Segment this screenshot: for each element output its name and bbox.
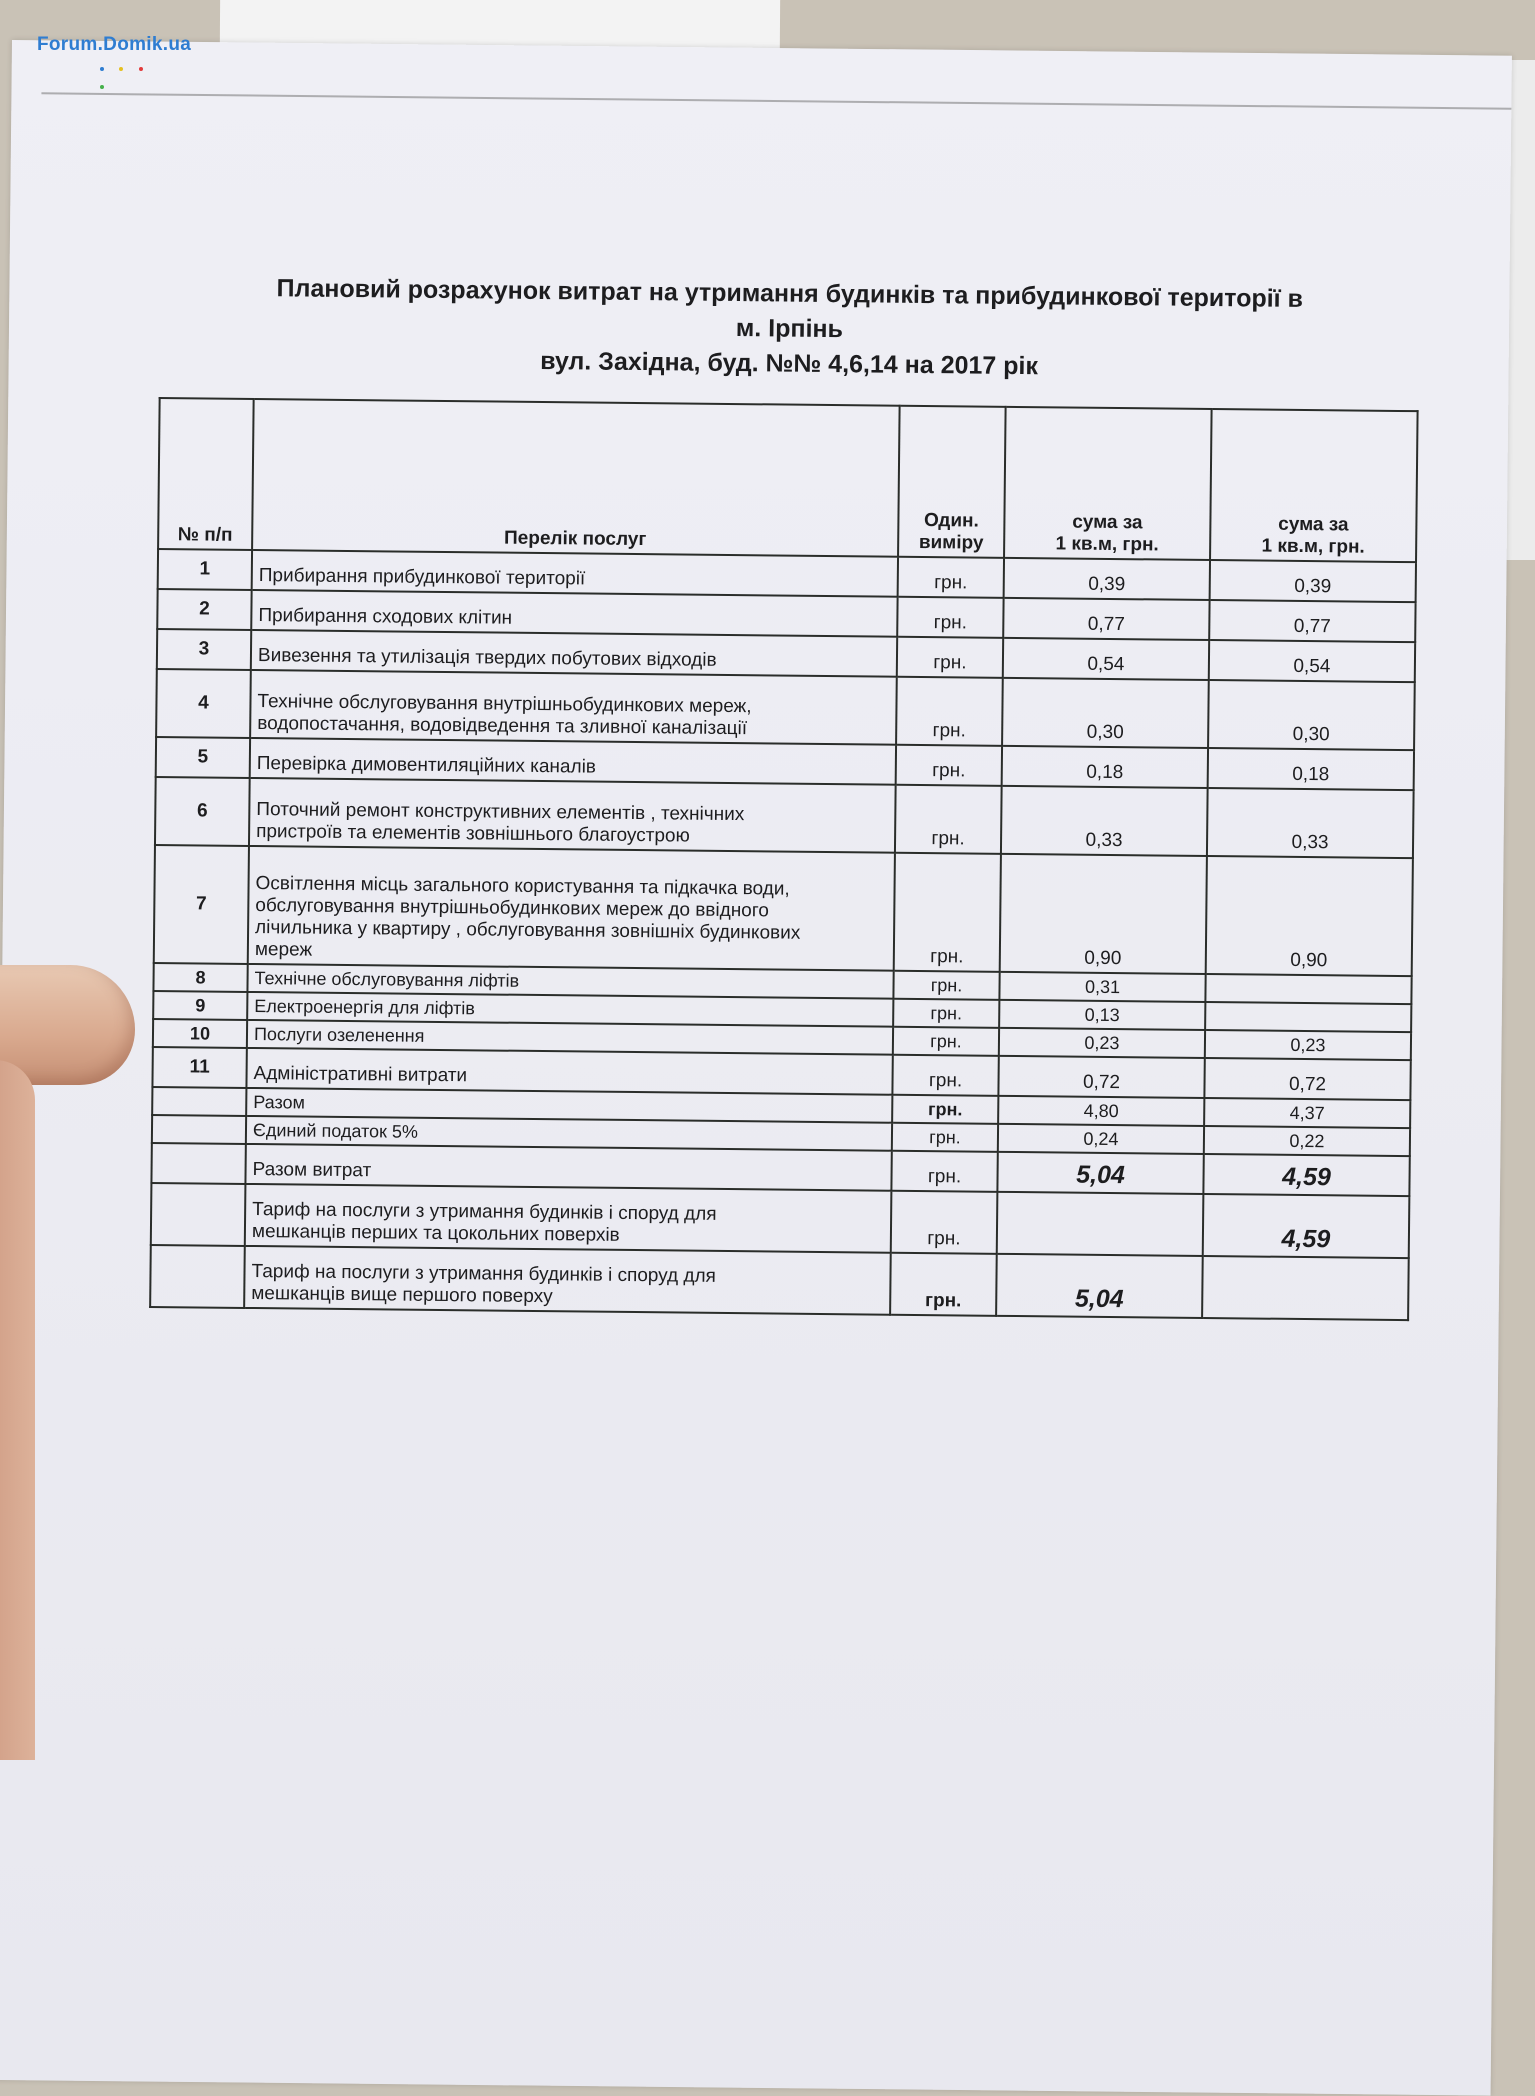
row-value-1: 0,90 (1000, 854, 1207, 974)
header-name: Перелік послуг (252, 399, 900, 557)
costs-table (149, 397, 1418, 1321)
row-unit: грн. (890, 1253, 997, 1316)
row-unit: грн. (895, 785, 1002, 854)
row-num: 10 (153, 1019, 247, 1048)
row-value-1: 0,31 (999, 972, 1205, 1002)
row-unit: грн. (891, 1191, 998, 1254)
row-name: Перевірка димовентиляційних каналів (250, 738, 896, 785)
header-sum-2-line-1: сума за (1278, 513, 1349, 536)
row-value-1: 0,24 (998, 1124, 1204, 1154)
row-value-2: 0,90 (1206, 856, 1413, 976)
row-num (150, 1245, 245, 1308)
row-value-2: 0,77 (1209, 600, 1415, 642)
watermark-dots (100, 58, 170, 64)
row-name (244, 1246, 891, 1315)
row-name: Вивезення та утилізація твердих побутових відходів (251, 630, 897, 677)
row-num (151, 1143, 245, 1184)
row-unit: грн. (897, 637, 1003, 678)
row-value-1: 0,54 (1003, 638, 1209, 680)
row-num (152, 1087, 246, 1116)
row-unit: грн. (896, 745, 1002, 786)
row-value-2: 0,18 (1208, 748, 1414, 790)
row-name (248, 846, 895, 971)
row-num: 2 (157, 589, 251, 630)
watermark-dot (100, 85, 104, 89)
row-value-1: 0,30 (1002, 678, 1209, 748)
row-num: 5 (156, 737, 250, 778)
row-name: Електроенергія для ліфтів (247, 992, 893, 1027)
holding-hand (0, 1060, 35, 1760)
row-name: Прибирання прибудинкової території (252, 550, 898, 597)
row-num (151, 1183, 246, 1246)
row-name-line: Тариф на послуги з утримання будинків і споруд для (252, 1199, 717, 1225)
row-name-line: лічильника у квартиру , обслуговування зовнішніх будинкових (255, 917, 801, 944)
row-unit: грн. (892, 1095, 998, 1124)
row-value-1: 5,04 (997, 1152, 1203, 1194)
paper-fold-line (41, 92, 1511, 109)
row-name (250, 670, 897, 745)
watermark-dot (139, 67, 143, 71)
row-name-line: Технічне обслуговування внутрішньобудинкових мереж, (257, 691, 752, 718)
header-sum-1-line-1: сума за (1072, 511, 1143, 534)
row-num: 11 (152, 1047, 246, 1088)
header-unit-line-1: Один. (923, 510, 979, 532)
header-sum-2 (1210, 409, 1418, 562)
row-unit: грн. (892, 1123, 998, 1152)
row-value-1: 0,72 (998, 1056, 1204, 1098)
row-value-1: 5,04 (996, 1254, 1203, 1318)
table-header-row (158, 398, 1418, 562)
row-value-2: 4,59 (1203, 1194, 1410, 1258)
row-value-2: 0,39 (1210, 560, 1416, 602)
row-name-line: Поточний ремонт конструктивних елементів , технічних (256, 799, 745, 826)
row-num: 6 (155, 777, 250, 846)
row-unit: грн. (891, 1151, 997, 1192)
row-name-line: обслуговування внутрішньобудинкових мереж до ввідного (255, 895, 770, 922)
tariff-row (150, 1245, 1409, 1320)
row-num: 7 (154, 845, 249, 964)
row-name: Разом витрат (245, 1144, 891, 1191)
row-unit: грн. (893, 971, 999, 1000)
row-num (152, 1115, 246, 1144)
row-value-1: 0,23 (999, 1028, 1205, 1058)
document-title (159, 270, 1420, 388)
row-name: Послуги озеленення (247, 1020, 893, 1055)
row-name-line: мереж (254, 939, 313, 961)
table-row (154, 845, 1413, 976)
row-num: 3 (157, 629, 251, 670)
row-name: Разом (246, 1088, 892, 1123)
row-value-1: 0,18 (1002, 746, 1208, 788)
row-value-2: 0,33 (1207, 788, 1414, 858)
row-unit: грн. (893, 999, 999, 1028)
row-value-1: 0,39 (1004, 558, 1210, 600)
row-num: 9 (153, 991, 247, 1020)
row-value-2: 0,22 (1204, 1126, 1410, 1156)
row-name-line: Тариф на послуги з утримання будинків і споруд для (251, 1261, 717, 1287)
title-line-2: м. Ірпінь (735, 314, 844, 344)
row-value-2: 0,72 (1204, 1058, 1410, 1100)
row-unit: грн. (897, 597, 1003, 638)
row-name-line: мешканців вище першого поверху (251, 1283, 553, 1308)
row-num: 8 (153, 963, 247, 992)
row-unit: грн. (898, 557, 1004, 598)
row-num: 1 (158, 549, 252, 590)
row-num: 4 (156, 669, 251, 738)
row-value-1: 4,80 (998, 1096, 1204, 1126)
title-line-1: Плановий розрахунок витрат на утримання будинків та прибудинкової території в (276, 274, 1304, 313)
header-sum-1 (1004, 407, 1212, 560)
holding-thumb (0, 965, 135, 1085)
row-value-2 (1205, 974, 1411, 1004)
row-value-2 (1205, 1002, 1411, 1032)
row-name-line: пристроїв та елементів зовнішнього благоустрою (256, 821, 690, 847)
header-sum-1-line-2: 1 кв.м, грн. (1055, 533, 1159, 556)
header-num: № п/п (158, 398, 254, 550)
document-content (149, 270, 1420, 1321)
row-name-line: мешканців перших та цокольних поверхів (251, 1221, 620, 1246)
row-unit: грн. (896, 677, 1003, 746)
row-value-1: 0,33 (1001, 786, 1208, 856)
watermark-text: Forum.Domik.ua (37, 34, 192, 55)
row-name (249, 778, 896, 853)
row-value-1 (997, 1192, 1204, 1256)
row-value-2: 0,30 (1208, 680, 1415, 750)
row-name (245, 1184, 892, 1253)
row-unit: грн. (892, 1055, 998, 1096)
row-unit: грн. (893, 1027, 999, 1056)
row-name: Адміністративні витрати (246, 1048, 892, 1095)
row-value-2: 0,54 (1209, 640, 1415, 682)
title-line-3: вул. Західна, буд. №№ 4,6,14 на 2017 рік (540, 346, 1039, 381)
row-name-line: Освітлення місць загального користування та підкачка води, (255, 873, 790, 900)
row-value-2: 4,37 (1204, 1098, 1410, 1128)
header-unit-line-2: виміру (918, 531, 984, 554)
row-name: Технічне обслуговування ліфтів (247, 964, 893, 999)
watermark-dot (100, 67, 104, 71)
row-value-2 (1202, 1256, 1409, 1320)
row-name: Прибирання сходових клітин (251, 590, 897, 637)
row-name-line: водопостачання, водовідведення та зливної каналізації (257, 713, 748, 740)
row-name: Єдиний податок 5% (246, 1116, 892, 1151)
row-value-2: 4,59 (1203, 1154, 1409, 1196)
row-value-1: 0,13 (999, 1000, 1205, 1030)
row-value-1: 0,77 (1003, 598, 1209, 640)
row-unit: грн. (894, 853, 1001, 972)
row-value-2: 0,23 (1205, 1030, 1411, 1060)
header-unit (898, 406, 1006, 558)
header-sum-2-line-2: 1 кв.м, грн. (1261, 535, 1365, 558)
